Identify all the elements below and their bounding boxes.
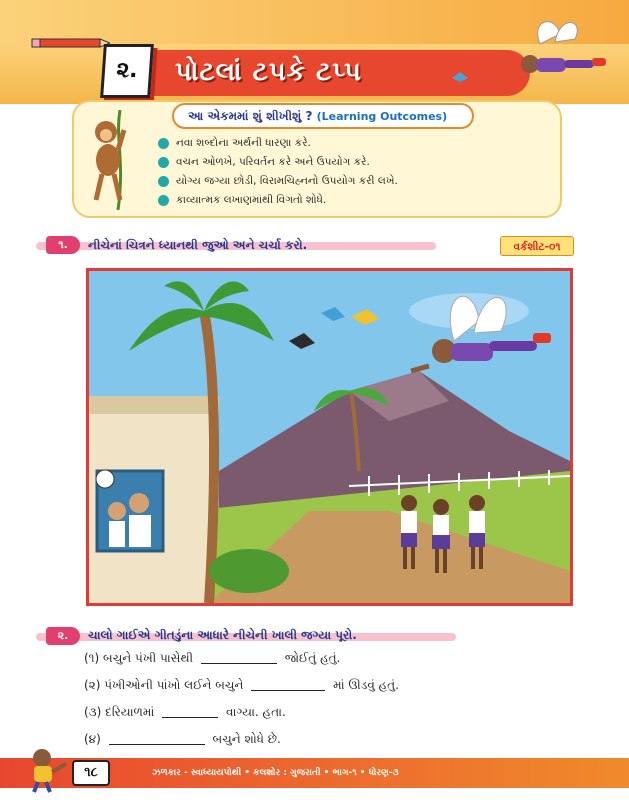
worksheet-tag: વર્કશીટ-૦૧ — [500, 236, 574, 256]
bullet-icon — [158, 157, 169, 168]
blank-field[interactable] — [251, 681, 325, 691]
scene-svg — [89, 271, 570, 603]
section2-instruction: ચાલો ગાઈએ ગીતડુંના આધારે નીચેની ખાલી જગ્યા પૂરો. — [88, 628, 357, 642]
blank-field[interactable] — [109, 735, 205, 745]
kid-icon — [20, 744, 72, 794]
item-suffix: જોઈતું હતું. — [284, 651, 341, 665]
bullet-icon — [158, 195, 169, 206]
item-prefix: (૩) દરિયાળમાં — [84, 705, 155, 719]
monkey-icon — [80, 110, 142, 210]
footer-text: ઝળકાર - સ્વાધ્યાયપોથી • કલશોર : ગુજરાતી • ભાગ-૧ • ધોરણ-૩ — [152, 768, 399, 778]
list-item — [158, 134, 538, 153]
outcomes-heading-en: (Learning Outcomes) — [316, 110, 448, 123]
item-suffix: બચુને શોધે છે. — [212, 732, 281, 746]
chapter-title: પોટલાં ટપકે ટપ્પ — [175, 57, 362, 87]
item-prefix: (૪) — [84, 732, 101, 746]
outcome-text: કાવ્યાત્મક લખાણમાંથી વિગતો શોધે. — [176, 194, 327, 206]
outcome-text: નવા શબ્દોના અર્થની ધારણા કરે. — [176, 137, 311, 149]
section1-instruction: નીચેનાં ચિત્રને ધ્યાનથી જુઓ અને ચર્ચા કરો. — [88, 238, 308, 252]
bird-icon — [450, 70, 470, 84]
list-item — [158, 191, 538, 210]
kids-group — [401, 495, 485, 573]
outcomes-heading — [188, 106, 447, 126]
page-number: ૧૮ — [84, 765, 98, 780]
blank-field[interactable] — [162, 708, 218, 718]
outcome-list — [158, 134, 538, 210]
list-item — [158, 172, 538, 191]
fill-blank-list — [84, 648, 524, 756]
list-item — [84, 702, 524, 729]
outcomes-heading-gu: આ એકમમાં શું શીખીશું ? — [188, 109, 313, 123]
bullet-icon — [158, 176, 169, 187]
item-prefix: (૨) પંખીઓની પાંખો લઈને બચુને — [84, 678, 244, 692]
list-item — [158, 153, 538, 172]
outcome-text: યોગ્ય જગ્યા છોડી, વિરામચિહ્નનો ઉપયોગ કરી લખે. — [176, 175, 398, 187]
chapter-number: ૨. — [115, 58, 139, 83]
section1-number: ૧. — [46, 236, 80, 254]
flying-boy-illustration — [500, 14, 620, 94]
chapter-badge — [100, 44, 154, 98]
item-suffix: માં ઊડવું હતું. — [333, 678, 399, 692]
item-suffix: વાગ્યા. હતા. — [226, 705, 286, 719]
section2-number: ૨. — [46, 627, 80, 645]
page-number-box — [72, 760, 110, 786]
outcome-text: વચન ઓળખે, પરિવર્તન કરે અને ઉપયોગ કરે. — [176, 156, 370, 168]
pencil-icon — [30, 36, 110, 50]
blank-field[interactable] — [201, 654, 277, 664]
list-item — [84, 675, 524, 702]
clock-icon — [96, 470, 114, 488]
list-item — [84, 648, 524, 675]
bullet-icon — [158, 138, 169, 149]
item-prefix: (૧) બચુને પંખી પાસેથી — [84, 651, 194, 665]
list-item — [84, 729, 524, 756]
scene-illustration — [86, 268, 573, 606]
